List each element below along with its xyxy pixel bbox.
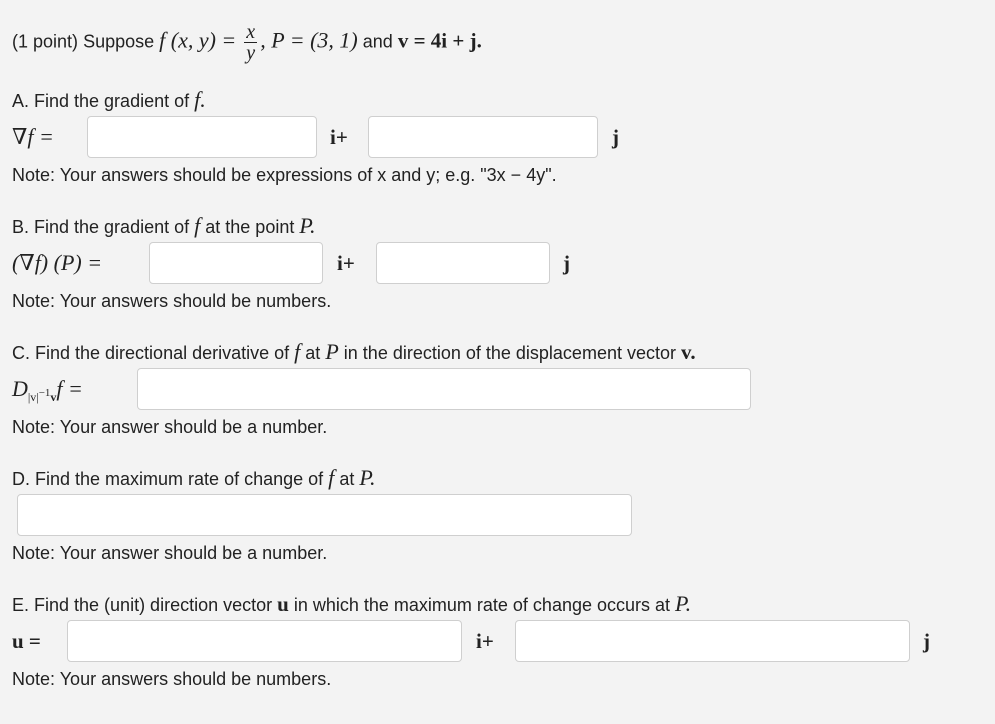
part-e-vector: u — [277, 592, 289, 616]
part-b-note: Note: Your answers should be numbers. — [12, 291, 332, 311]
part-a-j-input[interactable] — [368, 116, 598, 158]
fraction-numerator: x — [246, 21, 256, 43]
part-e-j-label: j — [923, 629, 930, 653]
part-e-note: Note: Your answers should be numbers. — [12, 669, 332, 689]
part-b-j-label: j — [563, 251, 570, 275]
part-c-lhs-sup: −1 — [38, 386, 51, 399]
part-b-j-input[interactable] — [376, 242, 550, 284]
point-def: , P = (3, 1) — [260, 27, 358, 53]
part-c-vector: v. — [681, 340, 696, 364]
part-a-fn: f. — [194, 87, 206, 112]
part-c-point: P — [325, 339, 339, 364]
part-e-prompt — [12, 593, 691, 616]
part-c-prompt — [12, 341, 696, 364]
part-c-prompt-post: in the direction of the displacement vector — [343, 343, 676, 363]
part-a-note: Note: Your answers should be expressions of x and y; e.g. "3x − 4y". — [12, 165, 557, 185]
part-c-fn: f — [294, 339, 301, 364]
part-e-prompt-text: E. Find the (unit) direction vector — [12, 595, 273, 615]
problem-statement — [12, 22, 482, 63]
points-label: (1 point) — [12, 31, 79, 52]
part-d-prompt — [12, 467, 375, 490]
part-c-lhs-d: D — [12, 376, 28, 401]
part-d-input[interactable] — [17, 494, 632, 536]
vector-v-def: v = 4i + j. — [397, 28, 482, 53]
part-d-note: Note: Your answer should be a number. — [12, 543, 328, 563]
and-text: and — [362, 31, 393, 52]
part-b-i-label: i+ — [337, 251, 355, 275]
part-d-point: P. — [359, 465, 376, 490]
part-a-j-label: j — [612, 125, 619, 149]
part-d-fn: f — [328, 465, 335, 490]
part-c-lhs-subv: v — [50, 389, 57, 404]
part-d-at: at — [339, 469, 355, 489]
part-a-prompt — [12, 89, 206, 112]
part-b-lhs: (∇f) (P) = — [12, 250, 103, 275]
part-e-i-input[interactable] — [67, 620, 462, 662]
fraction-x-over-y — [244, 22, 257, 63]
part-c-lhs-norm: |v| — [27, 389, 39, 404]
part-b-prompt — [12, 215, 315, 238]
part-c-lhs — [12, 378, 83, 408]
part-e-lhs: u = — [12, 629, 41, 653]
part-a-i-label: i+ — [330, 125, 348, 149]
part-d-prompt-text: D. Find the maximum rate of change of — [12, 469, 324, 489]
part-c-note: Note: Your answer should be a number. — [12, 417, 328, 437]
part-c-lhs-rest: f = — [56, 376, 83, 401]
function-def: f (x, y) = — [159, 27, 237, 53]
part-c-input[interactable] — [137, 368, 751, 410]
part-c-prompt-text: C. Find the directional derivative of — [12, 343, 290, 363]
part-b-prompt-mid: at the point — [205, 217, 295, 237]
part-e-point: P. — [675, 591, 692, 616]
suppose-text: Suppose — [83, 31, 155, 52]
part-c-lhs-sub — [27, 386, 57, 404]
part-c-at: at — [305, 343, 321, 363]
part-b-point: P. — [299, 213, 316, 238]
part-b-fn: f — [194, 213, 201, 238]
part-a-lhs: ∇f = — [12, 124, 54, 149]
part-a-i-input[interactable] — [87, 116, 317, 158]
part-e-prompt-post: in which the maximum rate of change occurs at — [293, 595, 671, 615]
part-e-i-label: i+ — [476, 629, 494, 653]
part-a-prompt-text: A. Find the gradient of — [12, 91, 190, 111]
fraction-denominator: y — [246, 42, 256, 64]
part-b-i-input[interactable] — [149, 242, 323, 284]
part-b-prompt-text: B. Find the gradient of — [12, 217, 190, 237]
part-e-j-input[interactable] — [515, 620, 910, 662]
